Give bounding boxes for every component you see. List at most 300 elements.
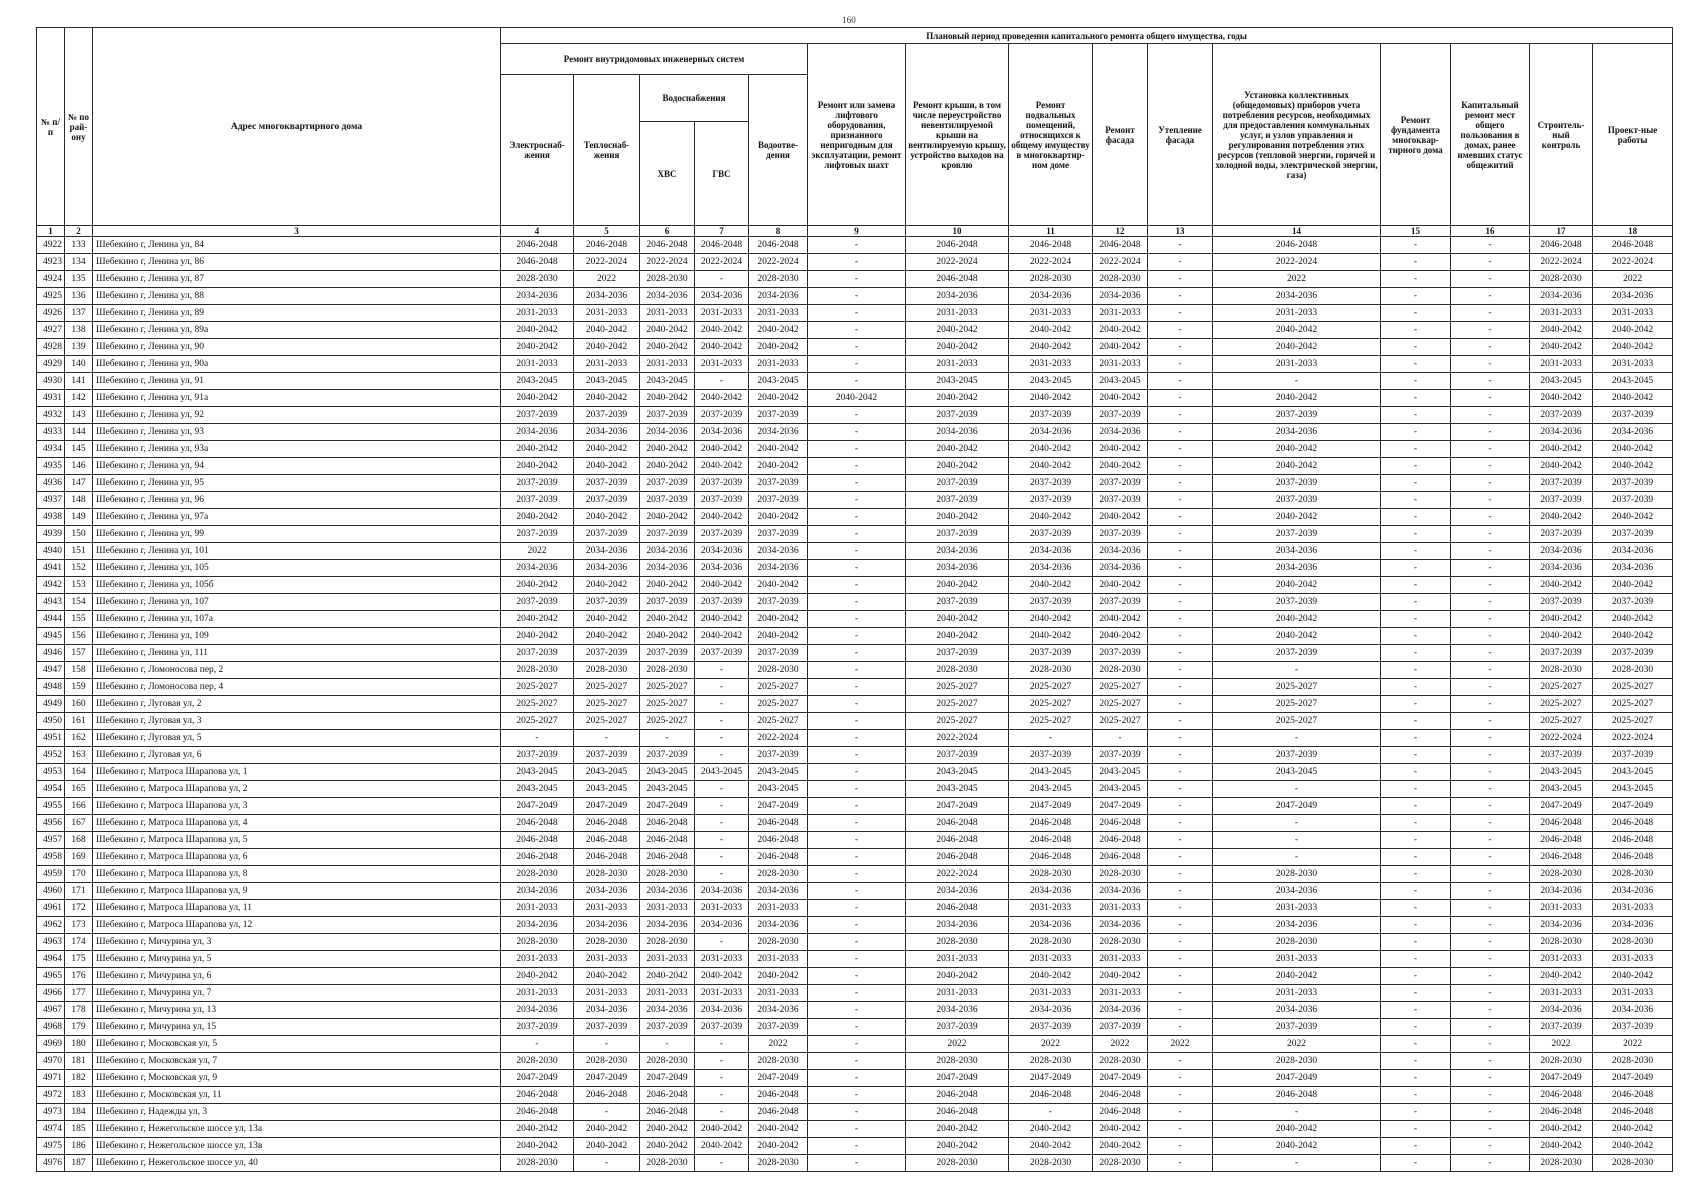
table-row bbox=[37, 696, 1673, 713]
period-cell: 2040-2042 bbox=[1093, 322, 1148, 339]
period-cell: 2034-2036 bbox=[574, 883, 640, 900]
period-cell: 2034-2036 bbox=[906, 560, 1009, 577]
period-cell: 2031-2033 bbox=[1593, 951, 1673, 968]
period-cell: 2040-2042 bbox=[1009, 628, 1093, 645]
table-row bbox=[37, 883, 1673, 900]
period-cell: 2031-2033 bbox=[695, 900, 749, 917]
period-cell: 2040-2042 bbox=[1593, 968, 1673, 985]
table-row bbox=[37, 526, 1673, 543]
period-cell: 2037-2039 bbox=[1009, 645, 1093, 662]
period-cell: 2028-2030 bbox=[1213, 934, 1381, 951]
row-number-cell: 4947 bbox=[37, 662, 65, 679]
row-number-cell: 4970 bbox=[37, 1053, 65, 1070]
period-cell: 2040-2042 bbox=[1009, 339, 1093, 356]
period-cell: 2034-2036 bbox=[1530, 288, 1593, 305]
address-cell: Шебекино г, Ленина ул, 92 bbox=[93, 407, 501, 424]
district-number-cell: 153 bbox=[65, 577, 93, 594]
period-cell: 2025-2027 bbox=[1213, 679, 1381, 696]
period-cell: 2040-2042 bbox=[906, 390, 1009, 407]
table-row bbox=[37, 373, 1673, 390]
period-cell: - bbox=[808, 951, 906, 968]
period-cell: - bbox=[1148, 730, 1213, 747]
period-cell: - bbox=[808, 441, 906, 458]
table-row bbox=[37, 254, 1673, 271]
period-cell: 2037-2039 bbox=[574, 475, 640, 492]
table-row bbox=[37, 1104, 1673, 1121]
period-cell: 2040-2042 bbox=[906, 509, 1009, 526]
district-number-cell: 133 bbox=[65, 237, 93, 254]
period-cell: 2046-2048 bbox=[640, 815, 695, 832]
district-number-cell: 154 bbox=[65, 594, 93, 611]
district-number-cell: 184 bbox=[65, 1104, 93, 1121]
period-cell: - bbox=[695, 1070, 749, 1087]
period-cell: - bbox=[1148, 798, 1213, 815]
period-cell: 2028-2030 bbox=[501, 1155, 574, 1172]
period-cell: 2040-2042 bbox=[1213, 441, 1381, 458]
period-cell: 2037-2039 bbox=[1009, 747, 1093, 764]
period-cell: 2037-2039 bbox=[1213, 645, 1381, 662]
period-cell: - bbox=[695, 271, 749, 288]
period-cell: 2028-2030 bbox=[1593, 1053, 1673, 1070]
period-cell: 2034-2036 bbox=[1093, 560, 1148, 577]
district-number-cell: 175 bbox=[65, 951, 93, 968]
period-cell: 2031-2033 bbox=[1093, 305, 1148, 322]
period-cell: 2031-2033 bbox=[640, 305, 695, 322]
period-cell: 2040-2042 bbox=[1009, 458, 1093, 475]
period-cell: 2028-2030 bbox=[906, 1155, 1009, 1172]
period-cell: 2025-2027 bbox=[1009, 713, 1093, 730]
district-number-cell: 157 bbox=[65, 645, 93, 662]
period-cell: 2040-2042 bbox=[1593, 441, 1673, 458]
period-cell: 2046-2048 bbox=[501, 1104, 574, 1121]
address-cell: Шебекино г, Ленина ул, 99 bbox=[93, 526, 501, 543]
period-cell: 2031-2033 bbox=[501, 951, 574, 968]
period-cell: - bbox=[1381, 254, 1451, 271]
period-cell: 2040-2042 bbox=[640, 628, 695, 645]
period-cell: 2046-2048 bbox=[501, 254, 574, 271]
address-cell: Шебекино г, Матроса Шарапова ул, 5 bbox=[93, 832, 501, 849]
period-cell: - bbox=[640, 1036, 695, 1053]
period-cell: 2031-2033 bbox=[1530, 900, 1593, 917]
period-cell: 2034-2036 bbox=[501, 883, 574, 900]
table-row bbox=[37, 492, 1673, 509]
table-row bbox=[37, 849, 1673, 866]
column-number: 5 bbox=[574, 226, 640, 237]
period-cell: 2047-2049 bbox=[906, 798, 1009, 815]
period-cell: - bbox=[808, 1155, 906, 1172]
period-cell: 2034-2036 bbox=[695, 883, 749, 900]
period-cell: 2040-2042 bbox=[501, 577, 574, 594]
period-cell: 2040-2042 bbox=[1009, 441, 1093, 458]
period-cell: - bbox=[808, 1036, 906, 1053]
period-cell: - bbox=[1148, 424, 1213, 441]
period-cell: 2040-2042 bbox=[1593, 322, 1673, 339]
period-cell: 2028-2030 bbox=[640, 662, 695, 679]
period-cell: 2034-2036 bbox=[574, 917, 640, 934]
heat-header: Теплоснаб-жения bbox=[574, 75, 640, 226]
period-cell: 2043-2045 bbox=[906, 781, 1009, 798]
electricity-header: Электроснаб-жения bbox=[501, 75, 574, 226]
period-cell: 2043-2045 bbox=[574, 373, 640, 390]
period-cell: 2025-2027 bbox=[501, 696, 574, 713]
period-cell: 2040-2042 bbox=[1530, 611, 1593, 628]
period-cell: 2034-2036 bbox=[749, 424, 808, 441]
period-cell: 2031-2033 bbox=[749, 305, 808, 322]
row-number-cell: 4930 bbox=[37, 373, 65, 390]
period-cell: 2025-2027 bbox=[1593, 679, 1673, 696]
district-number-cell: 185 bbox=[65, 1121, 93, 1138]
period-cell: 2034-2036 bbox=[501, 917, 574, 934]
period-cell: 2034-2036 bbox=[749, 288, 808, 305]
period-cell: 2022 bbox=[1593, 1036, 1673, 1053]
period-cell: 2037-2039 bbox=[749, 526, 808, 543]
period-cell: 2031-2033 bbox=[501, 985, 574, 1002]
row-number-cell: 4925 bbox=[37, 288, 65, 305]
column-number: 2 bbox=[65, 226, 93, 237]
period-cell: - bbox=[1148, 1053, 1213, 1070]
row-number-cell: 4958 bbox=[37, 849, 65, 866]
period-cell: 2037-2039 bbox=[906, 1019, 1009, 1036]
period-cell: 2046-2048 bbox=[749, 1104, 808, 1121]
period-cell: - bbox=[1381, 288, 1451, 305]
period-cell: 2031-2033 bbox=[501, 305, 574, 322]
period-cell: - bbox=[1213, 849, 1381, 866]
district-number-cell: 165 bbox=[65, 781, 93, 798]
period-cell: 2040-2042 bbox=[1009, 968, 1093, 985]
row-number-cell: 4953 bbox=[37, 764, 65, 781]
period-cell: - bbox=[1381, 407, 1451, 424]
period-cell: 2037-2039 bbox=[906, 594, 1009, 611]
period-cell: - bbox=[1381, 985, 1451, 1002]
period-cell: 2037-2039 bbox=[501, 645, 574, 662]
row-number-cell: 4944 bbox=[37, 611, 65, 628]
district-number-cell: 163 bbox=[65, 747, 93, 764]
period-cell: 2025-2027 bbox=[574, 679, 640, 696]
meters-header: Установка коллективных (общедомовых) приборов учета потребления ресурсов, необходимых для предоставления коммунальных услуг, и узлов управления и регулирования потребления этих ресурсов (тепловой энергии, горячей и холодной воды, электрической энергии, газа) bbox=[1213, 44, 1381, 226]
column-number: 4 bbox=[501, 226, 574, 237]
address-cell: Шебекино г, Ленина ул, 94 bbox=[93, 458, 501, 475]
period-cell: 2028-2030 bbox=[501, 1053, 574, 1070]
period-cell: - bbox=[1148, 883, 1213, 900]
period-cell: 2047-2049 bbox=[1530, 798, 1593, 815]
address-cell: Шебекино г, Мичурина ул, 13 bbox=[93, 1002, 501, 1019]
period-cell: 2037-2039 bbox=[640, 492, 695, 509]
period-cell: 2040-2042 bbox=[695, 441, 749, 458]
period-cell: 2043-2045 bbox=[640, 764, 695, 781]
period-cell: - bbox=[1381, 951, 1451, 968]
water-supply-header: Водоснабжения bbox=[640, 75, 749, 122]
period-cell: 2040-2042 bbox=[501, 458, 574, 475]
period-cell: 2034-2036 bbox=[1093, 917, 1148, 934]
district-number-cell: 136 bbox=[65, 288, 93, 305]
period-cell: - bbox=[1451, 526, 1530, 543]
period-cell: 2037-2039 bbox=[1009, 475, 1093, 492]
district-number-cell: 134 bbox=[65, 254, 93, 271]
period-cell: 2046-2048 bbox=[501, 815, 574, 832]
row-number-cell: 4936 bbox=[37, 475, 65, 492]
period-cell: 2037-2039 bbox=[1093, 645, 1148, 662]
district-number-cell: 182 bbox=[65, 1070, 93, 1087]
period-cell: - bbox=[808, 917, 906, 934]
period-cell: - bbox=[808, 866, 906, 883]
period-cell: 2040-2042 bbox=[1093, 390, 1148, 407]
period-cell: 2040-2042 bbox=[1213, 577, 1381, 594]
period-cell: 2040-2042 bbox=[906, 628, 1009, 645]
period-cell: 2037-2039 bbox=[1593, 645, 1673, 662]
period-cell: 2040-2042 bbox=[1093, 1121, 1148, 1138]
period-cell: - bbox=[695, 849, 749, 866]
period-cell: - bbox=[1148, 951, 1213, 968]
period-cell: - bbox=[1451, 1138, 1530, 1155]
period-cell: - bbox=[1451, 696, 1530, 713]
address-header: Адрес многоквартирного дома bbox=[93, 28, 501, 226]
table-row bbox=[37, 730, 1673, 747]
period-cell: - bbox=[695, 679, 749, 696]
period-cell: 2040-2042 bbox=[574, 628, 640, 645]
period-cell: 2040-2042 bbox=[1213, 1121, 1381, 1138]
period-cell: 2037-2039 bbox=[574, 594, 640, 611]
period-cell: 2046-2048 bbox=[1593, 832, 1673, 849]
period-cell: 2046-2048 bbox=[1009, 1087, 1093, 1104]
period-cell: 2025-2027 bbox=[749, 679, 808, 696]
period-cell: 2037-2039 bbox=[574, 747, 640, 764]
period-cell: - bbox=[1213, 832, 1381, 849]
period-cell: - bbox=[1381, 1002, 1451, 1019]
period-cell: 2034-2036 bbox=[1530, 883, 1593, 900]
period-cell: 2037-2039 bbox=[1593, 1019, 1673, 1036]
period-cell: - bbox=[695, 832, 749, 849]
period-cell: - bbox=[1148, 254, 1213, 271]
period-cell: - bbox=[1148, 526, 1213, 543]
period-cell: 2040-2042 bbox=[1213, 1138, 1381, 1155]
period-cell: - bbox=[1451, 390, 1530, 407]
table-row bbox=[37, 1138, 1673, 1155]
district-number-cell: 159 bbox=[65, 679, 93, 696]
district-number-cell: 176 bbox=[65, 968, 93, 985]
address-cell: Шебекино г, Ленина ул, 90а bbox=[93, 356, 501, 373]
row-number-cell: 4942 bbox=[37, 577, 65, 594]
period-cell: - bbox=[808, 1104, 906, 1121]
period-cell: - bbox=[1381, 713, 1451, 730]
row-number-cell: 4940 bbox=[37, 543, 65, 560]
table-row bbox=[37, 645, 1673, 662]
period-cell: - bbox=[1381, 373, 1451, 390]
table-row bbox=[37, 713, 1673, 730]
period-cell: 2037-2039 bbox=[1093, 492, 1148, 509]
period-cell: 2034-2036 bbox=[574, 543, 640, 560]
period-cell: - bbox=[1451, 458, 1530, 475]
period-cell: - bbox=[1451, 968, 1530, 985]
period-cell: - bbox=[1009, 1104, 1093, 1121]
district-number-cell: 150 bbox=[65, 526, 93, 543]
period-cell: - bbox=[1148, 900, 1213, 917]
address-cell: Шебекино г, Ленина ул, 91 bbox=[93, 373, 501, 390]
period-cell: 2025-2027 bbox=[1593, 713, 1673, 730]
period-cell: 2040-2042 bbox=[1530, 390, 1593, 407]
period-cell: 2037-2039 bbox=[1530, 1019, 1593, 1036]
period-cell: 2040-2042 bbox=[749, 441, 808, 458]
period-cell: 2031-2033 bbox=[574, 356, 640, 373]
period-cell: 2025-2027 bbox=[1530, 696, 1593, 713]
period-cell: 2022 bbox=[1530, 1036, 1593, 1053]
table-row bbox=[37, 832, 1673, 849]
period-cell: 2037-2039 bbox=[1009, 492, 1093, 509]
period-cell: 2040-2042 bbox=[574, 339, 640, 356]
period-cell: 2031-2033 bbox=[574, 951, 640, 968]
sewerage-header: Водоотве-дения bbox=[749, 75, 808, 226]
period-cell: 2040-2042 bbox=[1009, 390, 1093, 407]
period-cell: 2047-2049 bbox=[1593, 1070, 1673, 1087]
district-number-cell: 140 bbox=[65, 356, 93, 373]
period-cell: - bbox=[1381, 543, 1451, 560]
period-cell: - bbox=[1381, 866, 1451, 883]
row-number-cell: 4937 bbox=[37, 492, 65, 509]
period-cell: - bbox=[1451, 1087, 1530, 1104]
column-number: 13 bbox=[1148, 226, 1213, 237]
row-number-cell: 4946 bbox=[37, 645, 65, 662]
period-cell: 2028-2030 bbox=[574, 934, 640, 951]
period-cell: 2046-2048 bbox=[574, 815, 640, 832]
period-cell: - bbox=[1451, 713, 1530, 730]
district-number-cell: 147 bbox=[65, 475, 93, 492]
period-cell: 2046-2048 bbox=[1530, 815, 1593, 832]
district-number-cell: 155 bbox=[65, 611, 93, 628]
period-cell: - bbox=[1148, 560, 1213, 577]
period-cell: - bbox=[1148, 356, 1213, 373]
period-cell: 2040-2042 bbox=[749, 322, 808, 339]
period-cell: 2040-2042 bbox=[695, 968, 749, 985]
period-cell: - bbox=[1213, 815, 1381, 832]
period-cell: 2040-2042 bbox=[640, 1138, 695, 1155]
period-cell: 2047-2049 bbox=[640, 798, 695, 815]
period-cell: 2043-2045 bbox=[749, 764, 808, 781]
period-cell: 2040-2042 bbox=[501, 390, 574, 407]
period-cell: - bbox=[1148, 713, 1213, 730]
period-cell: - bbox=[1148, 543, 1213, 560]
period-cell: 2028-2030 bbox=[1009, 662, 1093, 679]
period-cell: 2040-2042 bbox=[1009, 322, 1093, 339]
period-cell: 2046-2048 bbox=[749, 237, 808, 254]
period-cell: - bbox=[574, 1036, 640, 1053]
period-cell: 2022-2024 bbox=[1593, 254, 1673, 271]
period-cell: 2040-2042 bbox=[906, 458, 1009, 475]
period-cell: - bbox=[1148, 934, 1213, 951]
period-cell: 2047-2049 bbox=[574, 798, 640, 815]
period-cell: 2040-2042 bbox=[1009, 1138, 1093, 1155]
period-cell: 2034-2036 bbox=[906, 1002, 1009, 1019]
table-row bbox=[37, 951, 1673, 968]
period-cell: 2031-2033 bbox=[749, 900, 808, 917]
column-number: 10 bbox=[906, 226, 1009, 237]
table-row bbox=[37, 339, 1673, 356]
period-cell: 2031-2033 bbox=[1593, 356, 1673, 373]
period-cell: 2040-2042 bbox=[574, 968, 640, 985]
period-cell: - bbox=[1148, 1138, 1213, 1155]
period-cell: 2025-2027 bbox=[640, 679, 695, 696]
period-cell: 2047-2049 bbox=[1093, 798, 1148, 815]
period-cell: 2028-2030 bbox=[1213, 1053, 1381, 1070]
period-cell: 2031-2033 bbox=[695, 985, 749, 1002]
period-cell: 2034-2036 bbox=[1093, 883, 1148, 900]
period-cell: - bbox=[1381, 764, 1451, 781]
period-cell: 2028-2030 bbox=[640, 866, 695, 883]
address-cell: Шебекино г, Мичурина ул, 3 bbox=[93, 934, 501, 951]
table-row bbox=[37, 1019, 1673, 1036]
column-number: 6 bbox=[640, 226, 695, 237]
period-cell: 2022-2024 bbox=[640, 254, 695, 271]
row-number-cell: 4964 bbox=[37, 951, 65, 968]
period-cell: 2040-2042 bbox=[749, 611, 808, 628]
period-cell: 2028-2030 bbox=[1530, 271, 1593, 288]
period-cell: - bbox=[1451, 492, 1530, 509]
address-cell: Шебекино г, Ленина ул, 86 bbox=[93, 254, 501, 271]
table-row bbox=[37, 305, 1673, 322]
period-cell: 2037-2039 bbox=[1530, 526, 1593, 543]
period-cell: - bbox=[695, 730, 749, 747]
district-number-cell: 152 bbox=[65, 560, 93, 577]
period-cell: 2040-2042 bbox=[574, 390, 640, 407]
period-cell: 2046-2048 bbox=[1009, 815, 1093, 832]
period-cell: 2034-2036 bbox=[1593, 288, 1673, 305]
period-cell: 2031-2033 bbox=[574, 985, 640, 1002]
period-cell: - bbox=[695, 1104, 749, 1121]
period-cell: - bbox=[1381, 492, 1451, 509]
period-cell: 2037-2039 bbox=[1213, 407, 1381, 424]
period-cell: - bbox=[1381, 1070, 1451, 1087]
row-number-cell: 4929 bbox=[37, 356, 65, 373]
period-cell: 2040-2042 bbox=[574, 441, 640, 458]
period-cell: - bbox=[808, 560, 906, 577]
period-cell: - bbox=[1451, 883, 1530, 900]
address-cell: Шебекино г, Мичурина ул, 6 bbox=[93, 968, 501, 985]
period-cell: 2046-2048 bbox=[1213, 1087, 1381, 1104]
district-number-cell: 171 bbox=[65, 883, 93, 900]
period-cell: 2028-2030 bbox=[1530, 1155, 1593, 1172]
period-cell: 2025-2027 bbox=[1213, 696, 1381, 713]
period-cell: 2028-2030 bbox=[1009, 271, 1093, 288]
period-cell: 2028-2030 bbox=[1593, 866, 1673, 883]
period-cell: - bbox=[1451, 407, 1530, 424]
period-cell: 2037-2039 bbox=[640, 407, 695, 424]
row-number-cell: 4976 bbox=[37, 1155, 65, 1172]
period-cell: - bbox=[695, 1053, 749, 1070]
period-cell: 2028-2030 bbox=[749, 662, 808, 679]
period-cell: 2040-2042 bbox=[1593, 390, 1673, 407]
period-cell: - bbox=[1451, 900, 1530, 917]
row-number-cell: 4973 bbox=[37, 1104, 65, 1121]
period-cell: - bbox=[1148, 475, 1213, 492]
address-cell: Шебекино г, Мичурина ул, 5 bbox=[93, 951, 501, 968]
period-cell: - bbox=[808, 611, 906, 628]
period-cell: - bbox=[808, 696, 906, 713]
table-row bbox=[37, 390, 1673, 407]
table-row bbox=[37, 611, 1673, 628]
period-cell: - bbox=[695, 781, 749, 798]
period-cell: - bbox=[1148, 781, 1213, 798]
period-cell: - bbox=[808, 458, 906, 475]
period-cell: - bbox=[808, 645, 906, 662]
period-cell: - bbox=[1451, 441, 1530, 458]
period-cell: 2034-2036 bbox=[1213, 288, 1381, 305]
period-cell: 2043-2045 bbox=[1009, 764, 1093, 781]
period-cell: 2043-2045 bbox=[501, 373, 574, 390]
table-row bbox=[37, 781, 1673, 798]
period-cell: - bbox=[695, 815, 749, 832]
period-cell: - bbox=[695, 696, 749, 713]
period-cell: - bbox=[1451, 611, 1530, 628]
district-number-cell: 160 bbox=[65, 696, 93, 713]
district-number-cell: 179 bbox=[65, 1019, 93, 1036]
